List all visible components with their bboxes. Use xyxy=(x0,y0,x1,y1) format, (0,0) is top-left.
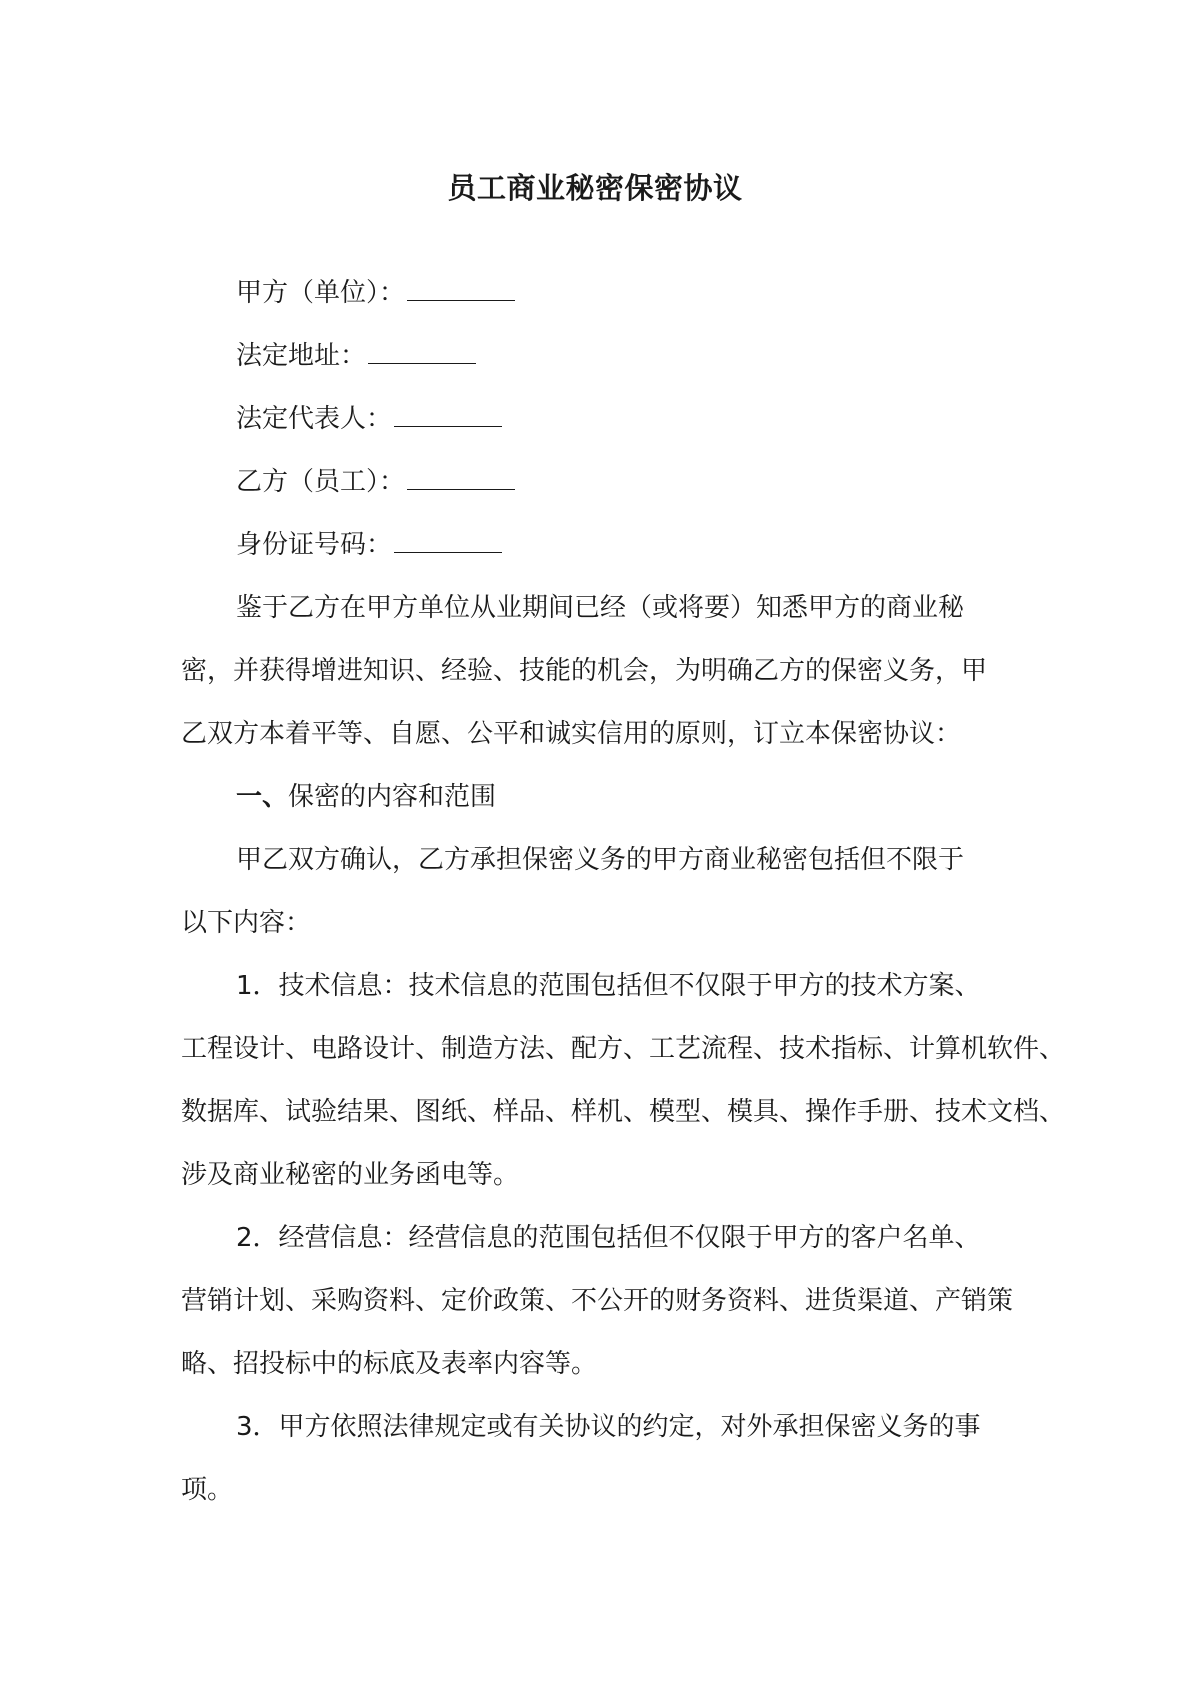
preamble-line: 密，并获得增进知识、经验、技能的机会，为明确乙方的保密义务，甲 xyxy=(181,656,988,686)
document-title: 员工商业秘密保密协议 xyxy=(447,171,743,205)
item-line: 略、招投标中的标底及表率内容等。 xyxy=(181,1349,598,1379)
item-line: 1．技术信息：技术信息的范围包括但不仅限于甲方的技术方案、 xyxy=(236,971,981,1001)
legal-address-field xyxy=(181,325,1031,388)
legal-representative-field xyxy=(181,388,1031,451)
section-heading-text: 保密的内容和范围 xyxy=(288,782,497,812)
party-b-blank[interactable] xyxy=(407,467,515,490)
section-heading xyxy=(181,766,1031,829)
id-number-field xyxy=(181,514,1031,577)
item-line: 营销计划、采购资料、定价政策、不公开的财务资料、进货渠道、产销策 xyxy=(181,1286,1014,1316)
id-number-label: 身份证号码： xyxy=(236,530,393,560)
paragraph-line: 以下内容： xyxy=(181,908,312,938)
party-b-label: 乙方（员工）： xyxy=(236,467,406,497)
legal-address-label: 法定地址： xyxy=(236,341,367,371)
paragraph-line: 甲乙双方确认，乙方承担保密义务的甲方商业秘密包括但不限于 xyxy=(236,845,965,875)
item-line: 数据库、试验结果、图纸、样品、样机、模型、模具、操作手册、技术文档、 xyxy=(181,1097,1066,1127)
legal-representative-label: 法定代表人： xyxy=(236,404,393,434)
legal-address-blank[interactable] xyxy=(368,341,476,364)
item-line: 涉及商业秘密的业务函电等。 xyxy=(181,1160,520,1190)
document-body xyxy=(181,262,1066,1522)
preamble-line: 乙双方本着平等、自愿、公平和诚实信用的原则，订立本保密协议： xyxy=(181,719,962,749)
item-line: 工程设计、电路设计、制造方法、配方、工艺流程、技术指标、计算机软件、 xyxy=(181,1034,1066,1064)
party-a-blank[interactable] xyxy=(407,278,515,301)
party-a-label: 甲方（单位）： xyxy=(236,278,406,308)
item-line: 2．经营信息：经营信息的范围包括但不仅限于甲方的客户名单、 xyxy=(236,1223,981,1253)
section-number: 一、 xyxy=(236,782,289,812)
id-number-blank[interactable] xyxy=(394,530,502,553)
item-line: 3．甲方依照法律规定或有关协议的约定，对外承担保密义务的事 xyxy=(236,1412,981,1442)
item-line: 项。 xyxy=(181,1475,234,1505)
preamble-line: 鉴于乙方在甲方单位从业期间已经（或将要）知悉甲方的商业秘 xyxy=(236,593,965,623)
party-a-field xyxy=(181,262,1031,325)
legal-representative-blank[interactable] xyxy=(394,404,502,427)
party-b-field xyxy=(181,451,1031,514)
